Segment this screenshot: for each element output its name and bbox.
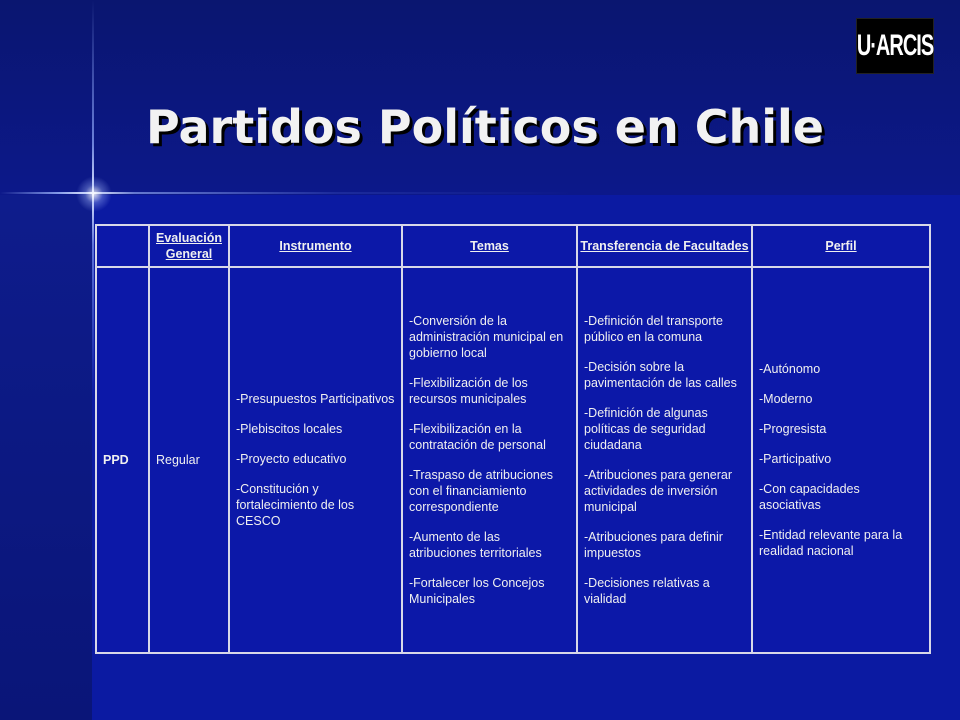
- sparkle-star-icon: [76, 176, 112, 212]
- list-item: -Con capacidades asociativas: [759, 482, 860, 512]
- list-item: -Flexibilización en la contratación de personal: [409, 422, 546, 452]
- sparkle-vertical-line: [92, 0, 94, 720]
- list-item: -Definición del transporte público en la comuna: [584, 314, 723, 344]
- list-item: -Decisión sobre la pavimentación de las calles: [584, 360, 737, 390]
- list-item: -Moderno: [759, 392, 813, 406]
- cell-temas: [402, 267, 577, 653]
- list-item: -Atribuciones para definir impuestos: [584, 530, 723, 560]
- table-row: [96, 267, 930, 653]
- list-item: -Autónomo: [759, 362, 821, 376]
- list-item: -Constitución y fortalecimiento de los CESCO: [236, 482, 355, 528]
- header-temas: Temas: [402, 225, 577, 267]
- background-top-band: [0, 0, 960, 195]
- list-item: -Progresista: [759, 422, 827, 436]
- list-item: -Plebiscitos locales: [236, 422, 343, 436]
- uarcis-logo: [856, 18, 934, 74]
- cell-instrumento: [229, 267, 402, 653]
- list-item: -Traspaso de atribuciones con el financiamiento correspondiente: [409, 468, 554, 514]
- slide-title: Partidos Políticos en Chile: [146, 100, 824, 154]
- header-evaluacion: Evaluación General: [149, 225, 229, 267]
- cell-party: PPD: [96, 267, 149, 653]
- background-left-strip: [0, 195, 92, 720]
- list-item: -Conversión de la administración municipal en gobierno local: [409, 314, 564, 360]
- cell-evaluacion: Regular: [149, 267, 229, 653]
- table-header-row: [96, 225, 930, 267]
- list-item: -Aumento de las atribuciones territoriales: [409, 530, 542, 560]
- header-instrumento: Instrumento: [229, 225, 402, 267]
- comparison-table: [95, 224, 931, 654]
- header-perfil: Perfil: [752, 225, 930, 267]
- list-item: -Presupuestos Participativos: [236, 392, 395, 406]
- header-transferencia: Transferencia de Facultades: [577, 225, 752, 267]
- cell-perfil: [752, 267, 930, 653]
- header-party: [96, 225, 149, 267]
- list-item: -Fortalecer los Concejos Municipales: [409, 576, 545, 606]
- list-item: -Entidad relevante para la realidad nacional: [759, 528, 903, 558]
- list-item: -Decisiones relativas a vialidad: [584, 576, 710, 606]
- list-item: -Flexibilización de los recursos municipales: [409, 376, 528, 406]
- list-item: -Participativo: [759, 452, 832, 466]
- logo-text: U·ARCIS: [856, 28, 934, 62]
- list-item: -Atribuciones para generar actividades de inversión municipal: [584, 468, 732, 514]
- list-item: -Definición de algunas políticas de seguridad ciudadana: [584, 406, 708, 452]
- sparkle-horizontal-line: [0, 192, 960, 194]
- cell-transferencia: [577, 267, 752, 653]
- list-item: -Proyecto educativo: [236, 452, 347, 466]
